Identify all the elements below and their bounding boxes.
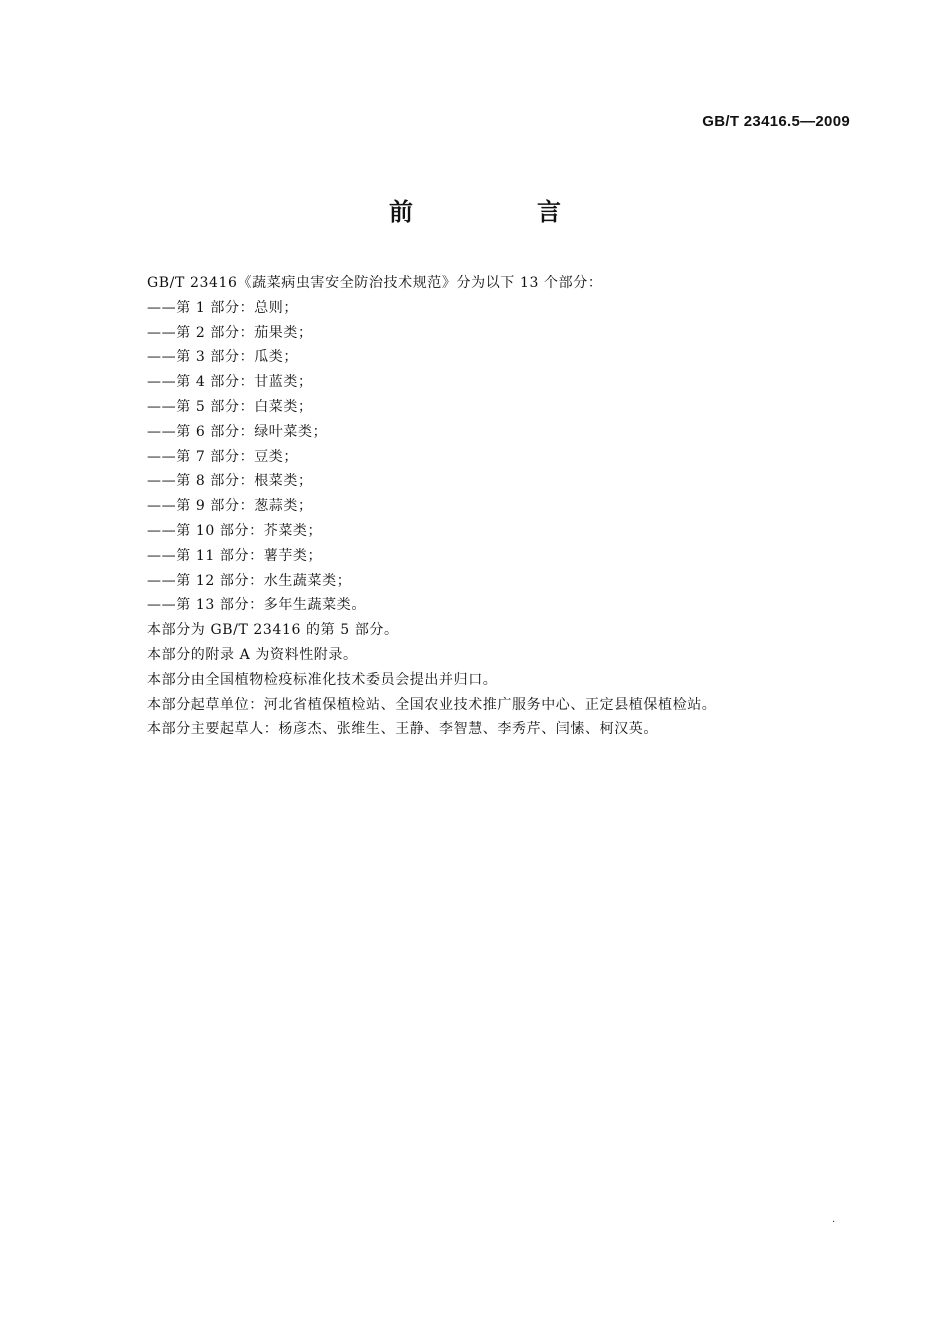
part-item-3: ——第 3 部分：瓜类； xyxy=(147,349,299,366)
standard-code: GB/T 23416.5—2009 xyxy=(702,113,850,130)
part-item-13: ——第 13 部分：多年生蔬菜类。 xyxy=(147,597,366,614)
part-item-9: ——第 9 部分：葱蒜类； xyxy=(147,498,313,515)
statement-part-number: 本部分为 GB/T 23416 的第 5 部分。 xyxy=(147,622,399,639)
foreword-body xyxy=(147,271,867,742)
part-item-12: ——第 12 部分：水生蔬菜类； xyxy=(147,572,352,589)
part-item-1: ——第 1 部分：总则； xyxy=(147,299,299,316)
part-item-5: ——第 5 部分：白菜类； xyxy=(147,398,313,415)
part-item-7: ——第 7 部分：豆类； xyxy=(147,448,299,465)
statement-drafting-units: 本部分起草单位：河北省植保植检站、全国农业技术推广服务中心、正定县植保植检站。 xyxy=(147,696,717,713)
part-item-8: ——第 8 部分：根菜类； xyxy=(147,473,313,490)
part-item-2: ——第 2 部分：茄果类； xyxy=(147,324,313,341)
page-title: 前 言 xyxy=(389,198,611,226)
part-item-6: ——第 6 部分：绿叶菜类； xyxy=(147,423,328,440)
statement-drafters: 本部分主要起草人：杨彦杰、张维生、王静、李智慧、李秀芹、闫愫、柯汉英。 xyxy=(147,721,658,738)
statement-appendix: 本部分的附录 A 为资料性附录。 xyxy=(147,646,358,663)
part-item-11: ——第 11 部分：薯芋类； xyxy=(147,547,323,564)
page-mark: · xyxy=(832,1217,836,1228)
statement-committee: 本部分由全国植物检疫标准化技术委员会提出并归口。 xyxy=(147,671,498,688)
part-item-4: ——第 4 部分：甘蓝类； xyxy=(147,374,313,391)
part-item-10: ——第 10 部分：芥菜类； xyxy=(147,522,323,539)
intro-line: GB/T 23416《蔬菜病虫害安全防治技术规范》分为以下 13 个部分： xyxy=(147,275,603,291)
